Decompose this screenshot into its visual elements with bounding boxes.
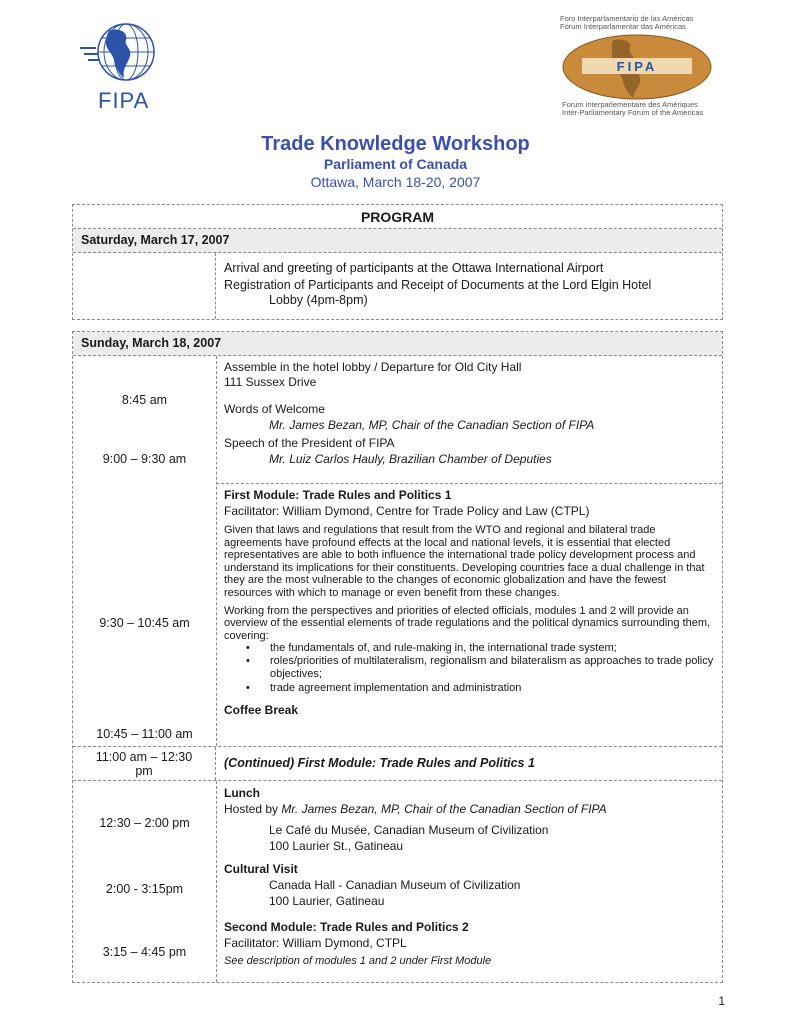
coffee-break-label: Coffee Break: [224, 702, 299, 717]
president-speaker: [224, 451, 714, 467]
module1-facilitator: Facilitator: William Dymond, Centre for Trade Policy and Law (CTPL): [224, 504, 590, 518]
module1-divider: [216, 483, 722, 484]
logo-bottom-line: Forum interparlementaire des Amériques: [562, 100, 698, 109]
document-subtitle: Parliament of Canada: [323, 156, 468, 172]
logo-top-line: Foro Interparlamentario de las Américas: [560, 14, 694, 23]
welcome-text: [224, 401, 714, 467]
welcome-speaker: Mr. James Bezan, MP, Chair of the Canadian Section of FIPA: [269, 418, 595, 432]
module1-description: Given that laws and regulations that result from the WTO and regional and bilateral trade agreements have profound effects at the local and national levels, it is essential that elected representatives are able to both influence the international trade policy development process and understand its implications for their constituents. Developing countries face a dual challenge in that they are the most vulnerable to the changes of economic globalization and have the fewest resources with which to manage or even benefit from these changes.: [224, 524, 705, 599]
globe-icon: [80, 22, 164, 86]
column-divider: [216, 356, 217, 746]
time-module1: 9:30 – 10:45 am: [99, 616, 190, 630]
time-continued: [73, 747, 216, 780]
time-coffee: 10:45 – 11:00 am: [96, 727, 193, 741]
americas-globe-icon: [562, 34, 712, 100]
program-heading: PROGRAM: [73, 205, 722, 229]
assemble-address: 111 Sussex Drive: [224, 375, 317, 389]
arrival-text: Arrival and greeting of participants at the Ottawa International Airport: [224, 261, 604, 275]
lunch-host-prefix: Hosted by: [224, 802, 282, 816]
welcome-heading: Words of Welcome: [224, 402, 325, 416]
time-continued-line: 11:00 am – 12:30: [95, 749, 193, 764]
lunch-host: [224, 801, 714, 817]
saturday-arrival-row: [73, 253, 722, 319]
cultural-visit-venue: Canada Hall - Canadian Museum of Civilization: [269, 878, 521, 892]
document-location: Ottawa, March 18-20, 2007: [310, 174, 481, 190]
module2-note: See description of modules 1 and 2 under First Module: [224, 955, 492, 967]
afternoon-session-block: [73, 781, 722, 982]
logo-top-line: Fórum Interparlamentar das Américas: [560, 22, 686, 31]
module1-title: First Module: Trade Rules and Politics 1: [224, 488, 452, 502]
registration-location: Lobby (4pm-8pm): [269, 293, 368, 307]
module1-content: [224, 487, 714, 717]
time-lunch: 12:30 – 2:00 pm: [99, 816, 190, 830]
content-cell: [216, 253, 722, 319]
assemble-text: [224, 360, 714, 390]
time-module2: 3:15 – 4:45 pm: [102, 945, 187, 959]
document-title: Trade Knowledge Workshop: [261, 133, 530, 155]
day-header-sunday: Sunday, March 18, 2007: [73, 332, 722, 356]
morning-content: [224, 360, 714, 717]
time-cultural: 2:00 - 3:15pm: [105, 882, 184, 896]
time-assemble: 8:45 am: [121, 393, 168, 407]
time-cell-empty: [73, 253, 216, 319]
assemble-line: Assemble in the hotel lobby / Departure for Old City Hall: [224, 360, 522, 374]
list-item: • roles/priorities of multilateralism, regionalism and bilateralism as approaches to trade policy objectives;: [246, 655, 714, 680]
time-continued-line: pm: [135, 763, 153, 778]
page-number: 1: [718, 994, 725, 1008]
lunch-address: 100 Laurier St., Gatineau: [269, 839, 404, 853]
lunch-title: Lunch: [224, 786, 260, 800]
president-affiliation: , Brazilian Chamber of Deputies: [382, 452, 552, 466]
list-item: • trade agreement implementation and administration: [246, 682, 714, 695]
continued-module-label: (Continued) First Module: Trade Rules and Politics 1: [224, 756, 535, 770]
module1-overview: Working from the perspectives and priorities of elected officials, modules 1 and 2 will provide an overview of the essential elements of trade regulations and the political dynamics surrounding them, covering:: [224, 604, 711, 642]
fipa-logo-right: [552, 10, 732, 118]
afternoon-content: [224, 785, 714, 968]
registration-text: Registration of Participants and Receipt of Documents at the Lord Elgin Hotel: [224, 278, 652, 292]
list-item: • the fundamentals of, and rule-making in, the international trade system;: [246, 642, 714, 655]
lunch-venue: Le Café du Musée, Canadian Museum of Civilization: [269, 823, 549, 837]
cultural-visit-address: 100 Laurier, Gatineau: [269, 894, 385, 908]
logo-center-text: FIPA: [616, 59, 658, 74]
logo-bottom-line: Inter-Parliamentary Forum of the Americas: [562, 108, 704, 117]
logo-top-text: [560, 15, 693, 31]
president-name: Mr. Luiz Carlos Hauly: [269, 452, 383, 466]
fipa-logo-left: [78, 22, 178, 114]
morning-session-block: [73, 356, 722, 747]
president-speech-heading: Speech of the President of FIPA: [224, 436, 395, 450]
program-table-sunday: [72, 331, 723, 983]
column-divider: [216, 781, 217, 982]
continued-module-row: [73, 747, 722, 781]
program-table-saturday: [72, 204, 723, 320]
lunch-host-name: Mr. James Bezan, MP, Chair of the Canadian Section of FIPA: [281, 802, 607, 816]
fipa-logo-text: FIPA: [98, 88, 150, 113]
day-header-saturday: Saturday, March 17, 2007: [73, 229, 722, 253]
cultural-visit-title: Cultural Visit: [224, 862, 298, 876]
document-header: [0, 132, 791, 191]
time-welcome: 9:00 – 9:30 am: [102, 452, 187, 466]
module1-topics-list: [246, 642, 714, 694]
logo-bottom-text: [562, 101, 703, 117]
module2-facilitator: Facilitator: William Dymond, CTPL: [224, 936, 407, 950]
module2-title: Second Module: Trade Rules and Politics 2: [224, 920, 469, 934]
